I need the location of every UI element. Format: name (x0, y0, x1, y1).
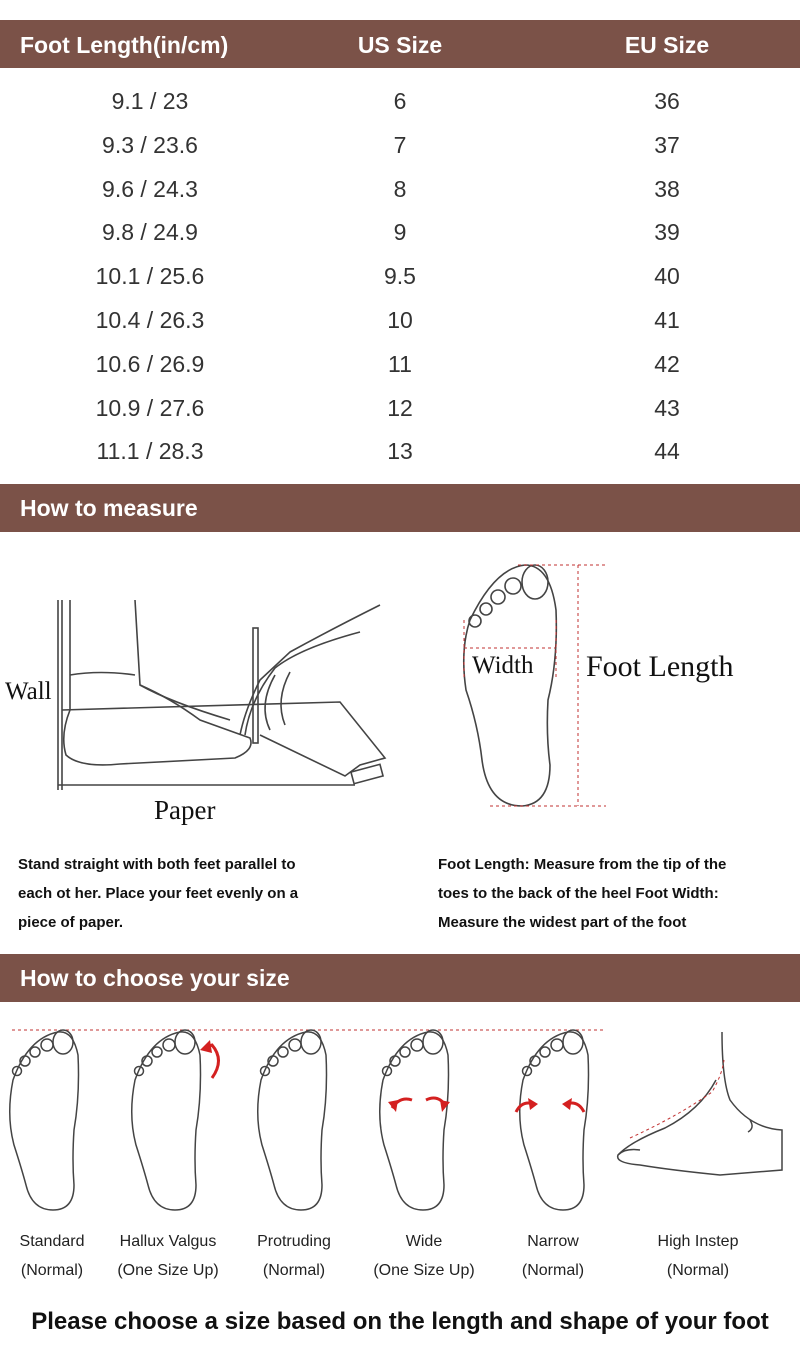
type-name: High Instep (657, 1233, 739, 1250)
type-name: Standard (19, 1233, 85, 1250)
foot-wall-illustration (0, 590, 400, 790)
table-row (0, 341, 800, 385)
type-fit: (Normal) (20, 1262, 84, 1279)
foot-hallux-valgus (132, 1030, 219, 1210)
foot-standard (10, 1030, 79, 1210)
foot-length-label: Foot Length (586, 650, 734, 683)
type-protruding (229, 1227, 359, 1285)
cell-length: 10.9 / 27.6 (95, 394, 205, 421)
note-line: each ot her. Place your feet evenly on a (18, 885, 299, 902)
cell-eu: 39 (654, 219, 680, 246)
cell-us: 6 (393, 88, 407, 114)
type-name: Wide (405, 1233, 443, 1250)
cell-eu: 38 (654, 175, 680, 202)
table-row (0, 385, 800, 429)
header-foot-length: Foot Length(in/cm) (20, 32, 229, 58)
width-label: Width (472, 652, 534, 679)
cell-length: 10.6 / 26.9 (95, 350, 205, 377)
type-wide (359, 1227, 489, 1285)
cell-us: 8 (393, 175, 407, 202)
type-name: Narrow (527, 1233, 579, 1250)
note-line: piece of paper. (18, 914, 124, 931)
foot-high-instep (618, 1032, 782, 1175)
cell-length: 9.8 / 24.9 (102, 219, 198, 246)
cell-us: 9.5 (384, 263, 416, 290)
cell-eu: 42 (654, 350, 680, 377)
left-measure-note (18, 850, 298, 937)
table-row (0, 428, 800, 472)
paper-label: Paper (154, 795, 216, 825)
size-table-body (0, 78, 800, 472)
cell-eu: 36 (654, 88, 680, 114)
cell-us: 9 (393, 219, 407, 246)
type-standard (0, 1227, 117, 1285)
type-name: Hallux Valgus (119, 1233, 217, 1250)
note-line: Stand straight with both feet parallel to (18, 856, 296, 873)
table-row (0, 209, 800, 253)
type-fit: (Normal) (521, 1262, 585, 1279)
type-narrow (488, 1227, 618, 1285)
cell-length: 11.1 / 28.3 (96, 438, 204, 465)
footer-instruction: Please choose a size based on the length and shape of your foot (31, 1308, 769, 1335)
cell-us: 11 (388, 350, 412, 377)
foot-narrow (516, 1030, 589, 1210)
section-how-to-measure: How to measure (0, 484, 800, 532)
section-how-to-choose: How to choose your size (0, 954, 800, 1002)
foot-types-illustration (0, 1020, 800, 1220)
right-measure-note (438, 850, 726, 937)
type-fit: (One Size Up) (373, 1262, 475, 1279)
table-row (0, 297, 800, 341)
type-hallux-valgus (103, 1227, 233, 1285)
header-us-size: US Size (357, 32, 443, 58)
cell-length: 10.4 / 26.3 (95, 306, 205, 333)
cell-eu: 40 (654, 263, 680, 290)
table-row (0, 253, 800, 297)
type-name: Protruding (257, 1233, 331, 1250)
cell-eu: 41 (654, 306, 680, 333)
cell-us: 10 (387, 306, 413, 333)
wall-label: Wall (5, 678, 52, 705)
table-row (0, 78, 800, 122)
type-high-instep (633, 1227, 763, 1285)
table-row (0, 166, 800, 210)
cell-length: 9.6 / 24.3 (102, 175, 198, 202)
note-line: toes to the back of the heel Foot Width: (438, 885, 719, 902)
foot-protruding (258, 1030, 327, 1210)
note-line: Foot Length: Measure from the tip of the (438, 856, 727, 873)
cell-us: 12 (387, 394, 413, 421)
cell-us: 13 (387, 438, 413, 465)
table-row (0, 122, 800, 166)
size-table-header (0, 20, 800, 68)
cell-length: 10.1 / 25.6 (95, 263, 205, 290)
foot-wide (380, 1030, 450, 1210)
type-fit: (Normal) (262, 1262, 326, 1279)
cell-eu: 43 (654, 394, 680, 421)
header-eu-size: EU Size (624, 32, 710, 58)
note-line: Measure the widest part of the foot (438, 914, 687, 931)
cell-length: 9.3 / 23.6 (102, 131, 198, 158)
cell-eu: 44 (654, 438, 680, 465)
type-fit: (Normal) (666, 1262, 730, 1279)
foot-outline-illustration (450, 560, 620, 815)
type-fit: (One Size Up) (117, 1262, 219, 1279)
cell-length: 9.1 / 23 (111, 88, 189, 114)
cell-eu: 37 (654, 131, 680, 158)
cell-us: 7 (393, 131, 407, 158)
